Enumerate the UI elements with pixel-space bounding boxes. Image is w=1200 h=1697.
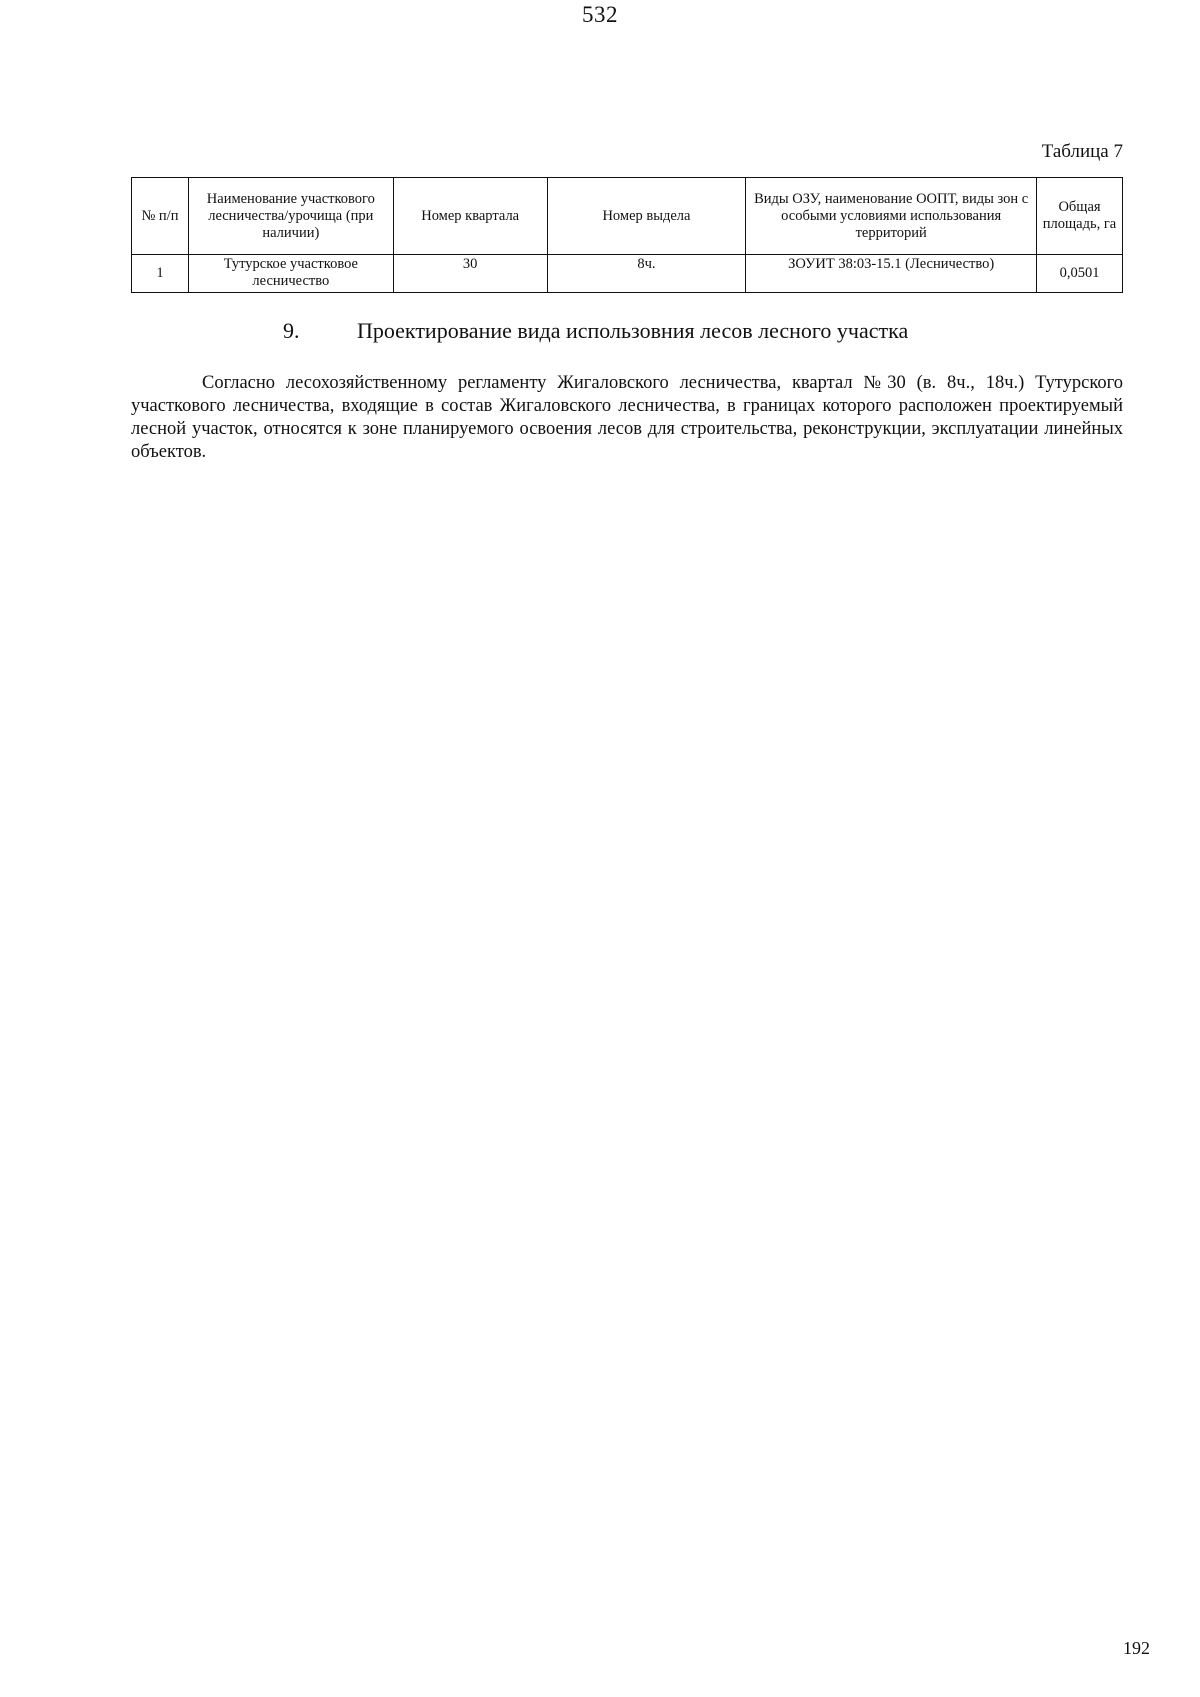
section-number: 9. — [283, 318, 300, 343]
header-number: № п/п — [132, 178, 189, 255]
page-number-bottom: 192 — [1123, 1638, 1150, 1658]
forest-plot-table — [131, 177, 1123, 293]
cell-number: 1 — [132, 255, 189, 293]
table-header-row — [132, 178, 1123, 255]
section-title: Проектирование вида использовния лесов лесного участка — [357, 318, 909, 343]
cell-total-area: 0,0501 — [1037, 255, 1123, 293]
header-zone-types: Виды ОЗУ, наименование ООПТ, виды зон с особыми условиями использования территорий — [746, 178, 1037, 255]
cell-quarter-number: 30 — [393, 255, 547, 293]
header-quarter-number: Номер квартала — [393, 178, 547, 255]
cell-forestry-name: Тутурское участковое лесничество — [188, 255, 393, 293]
header-allotment-number: Номер выдела — [547, 178, 746, 255]
header-total-area: Общая площадь, га — [1037, 178, 1123, 255]
body-paragraph: Согласно лесохозяйственному регламенту Жигаловского лесничества, квартал №30 (в. 8ч., 18ч.) Тутурского участкового лесничества, входящие в состав Жигаловского лесничества, в границах которого расположен проектируемый лесной участок, относятся к зоне планируемого освоения лесов для строительства, реконструкции, эксплуатации линейных объектов. — [131, 373, 1123, 462]
table-caption: Таблица 7 — [1041, 141, 1123, 162]
header-forestry-name: Наименование участкового лесничества/урочища (при наличии) — [188, 178, 393, 255]
cell-zone-types: ЗОУИТ 38:03-15.1 (Лесничество) — [746, 255, 1037, 293]
page-number-top: 532 — [582, 2, 618, 27]
table-row — [132, 255, 1123, 293]
cell-allotment-number: 8ч. — [547, 255, 746, 293]
